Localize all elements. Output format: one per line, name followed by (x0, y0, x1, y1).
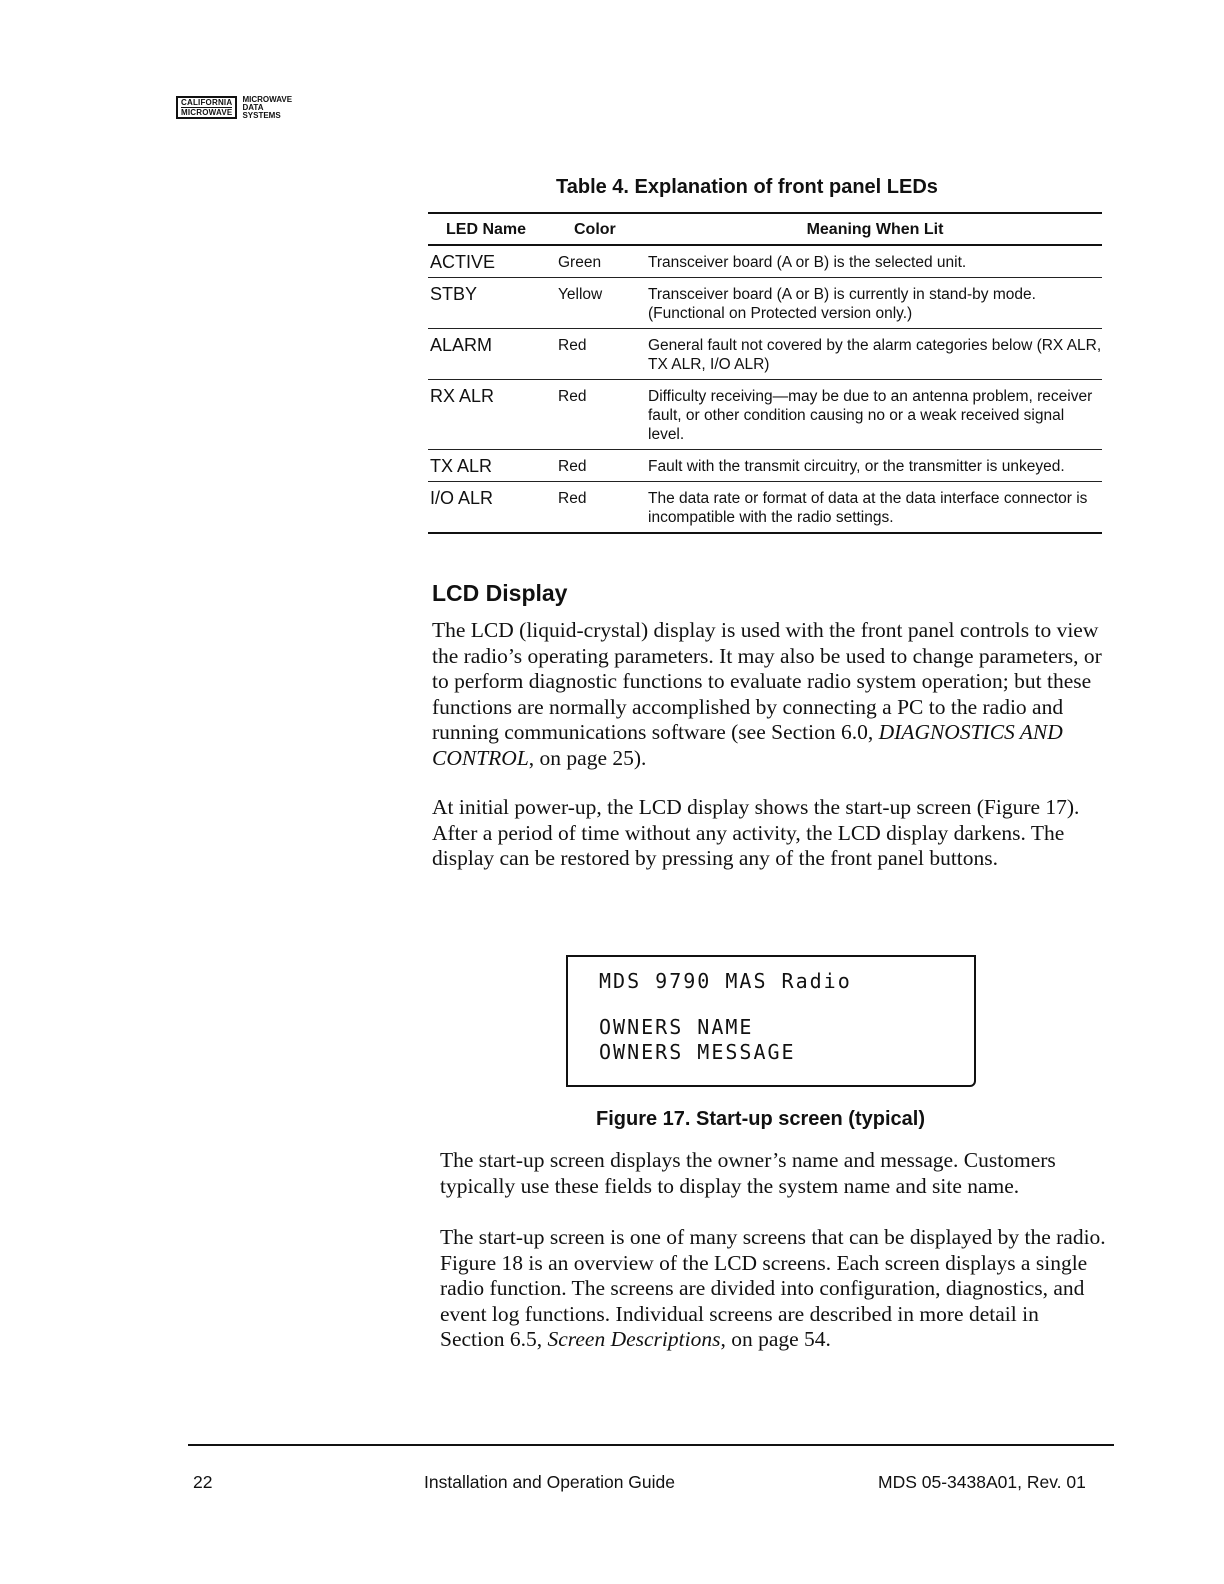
led-name-cell: I/O ALR (428, 482, 558, 534)
paragraph-text: The start-up screen is one of many screens that can be displayed by the radio. Figure 18 is an overview of the LCD screens. Each screen displays a single radio function. The screens are divided into configuration, diagnostics, and event log functions. Individual screens are described in more detail in Section 6.5, (440, 1225, 1106, 1352)
led-meaning-cell: Difficulty receiving—may be due to an antenna problem, receiver fault, or other condition causing no or a weak received signal level. (648, 380, 1102, 450)
logo-text (242, 96, 292, 120)
cross-reference-title: Screen Descriptions (547, 1327, 721, 1352)
footer-guide-title: Installation and Operation Guide (424, 1472, 675, 1492)
logo-text-line: SYSTEMS (242, 111, 281, 120)
paragraph-startup-screen: The start-up screen displays the owner’s name and message. Customers typically use these fields to display the system name and site name. (440, 1148, 1056, 1198)
led-color-cell: Red (558, 450, 648, 482)
table-row (428, 482, 1102, 534)
paragraph-text: , on page 25). (528, 745, 647, 770)
logo-box (176, 96, 237, 119)
figure-caption: Figure 17. Start-up screen (typical) (596, 1108, 925, 1130)
header-meaning: Meaning When Lit (648, 213, 1102, 245)
led-color-cell: Red (558, 329, 648, 380)
table-row (428, 329, 1102, 380)
table-row (428, 450, 1102, 482)
led-meaning-cell: Transceiver board (A or B) is the selected unit. (648, 245, 1102, 278)
footer-document-number: MDS 05-3438A01, Rev. 01 (878, 1472, 1086, 1492)
led-name-cell: ALARM (428, 329, 558, 380)
logo-text-line: MICROWAVE (242, 95, 293, 104)
paragraph-power-up: At initial power-up, the LCD display shows the start-up screen (Figure 17). After a period of time without any activity, the LCD display darkens. The display can be restored by pressing any of the front panel buttons. (432, 795, 1080, 871)
paragraph-text: , on page 54. (720, 1327, 831, 1352)
lcd-line: OWNERS NAME (599, 1015, 754, 1039)
logo-box-line: CALIFORNIA (181, 98, 233, 107)
led-meaning-cell: Fault with the transmit circuitry, or the transmitter is unkeyed. (648, 450, 1102, 482)
led-name-cell: STBY (428, 278, 558, 329)
table-header-row (428, 213, 1102, 245)
company-logo (176, 96, 292, 120)
table-row (428, 278, 1102, 329)
lcd-line: OWNERS MESSAGE (599, 1040, 796, 1064)
footer-rule (188, 1444, 1114, 1446)
cross-reference-title: DIAGNOSTICS AND CONTROL (432, 720, 1063, 770)
table-row (428, 380, 1102, 450)
paragraph-lcd-intro (432, 618, 1104, 772)
led-meaning-cell: General fault not covered by the alarm categories below (RX ALR, TX ALR, I/O ALR) (648, 329, 1102, 380)
paragraph-text: The LCD (liquid-crystal) display is used with the front panel controls to view the radio’s operating parameters. It may also be used to change parameters, or to perform diagnostic functions to evaluate radio system operation; but these functions are normally accomplished by connecting a PC to the radio and running communications software (see Section 6.0, (432, 618, 1102, 745)
section-heading: LCD Display (432, 580, 568, 606)
header-led-name: LED Name (428, 213, 558, 245)
led-table (428, 212, 1102, 534)
logo-box-line: MICROWAVE (181, 108, 233, 117)
led-name-cell: TX ALR (428, 450, 558, 482)
led-color-cell: Green (558, 245, 648, 278)
led-color-cell: Yellow (558, 278, 648, 329)
led-color-cell: Red (558, 380, 648, 450)
header-color: Color (558, 213, 648, 245)
led-meaning-cell: The data rate or format of data at the data interface connector is incompatible with the radio settings. (648, 482, 1102, 534)
led-color-cell: Red (558, 482, 648, 534)
table-row (428, 245, 1102, 278)
lcd-screen-figure (566, 955, 976, 1087)
led-meaning-cell: Transceiver board (A or B) is currently in stand-by mode. (Functional on Protected version only.) (648, 278, 1102, 329)
table-title: Table 4. Explanation of front panel LEDs (556, 176, 938, 198)
led-name-cell: ACTIVE (428, 245, 558, 278)
lcd-line: MDS 9790 MAS Radio (599, 969, 852, 993)
led-name-cell: RX ALR (428, 380, 558, 450)
paragraph-screens-overview (440, 1225, 1108, 1353)
logo-text-line: DATA (242, 103, 264, 112)
page-number: 22 (193, 1472, 213, 1492)
